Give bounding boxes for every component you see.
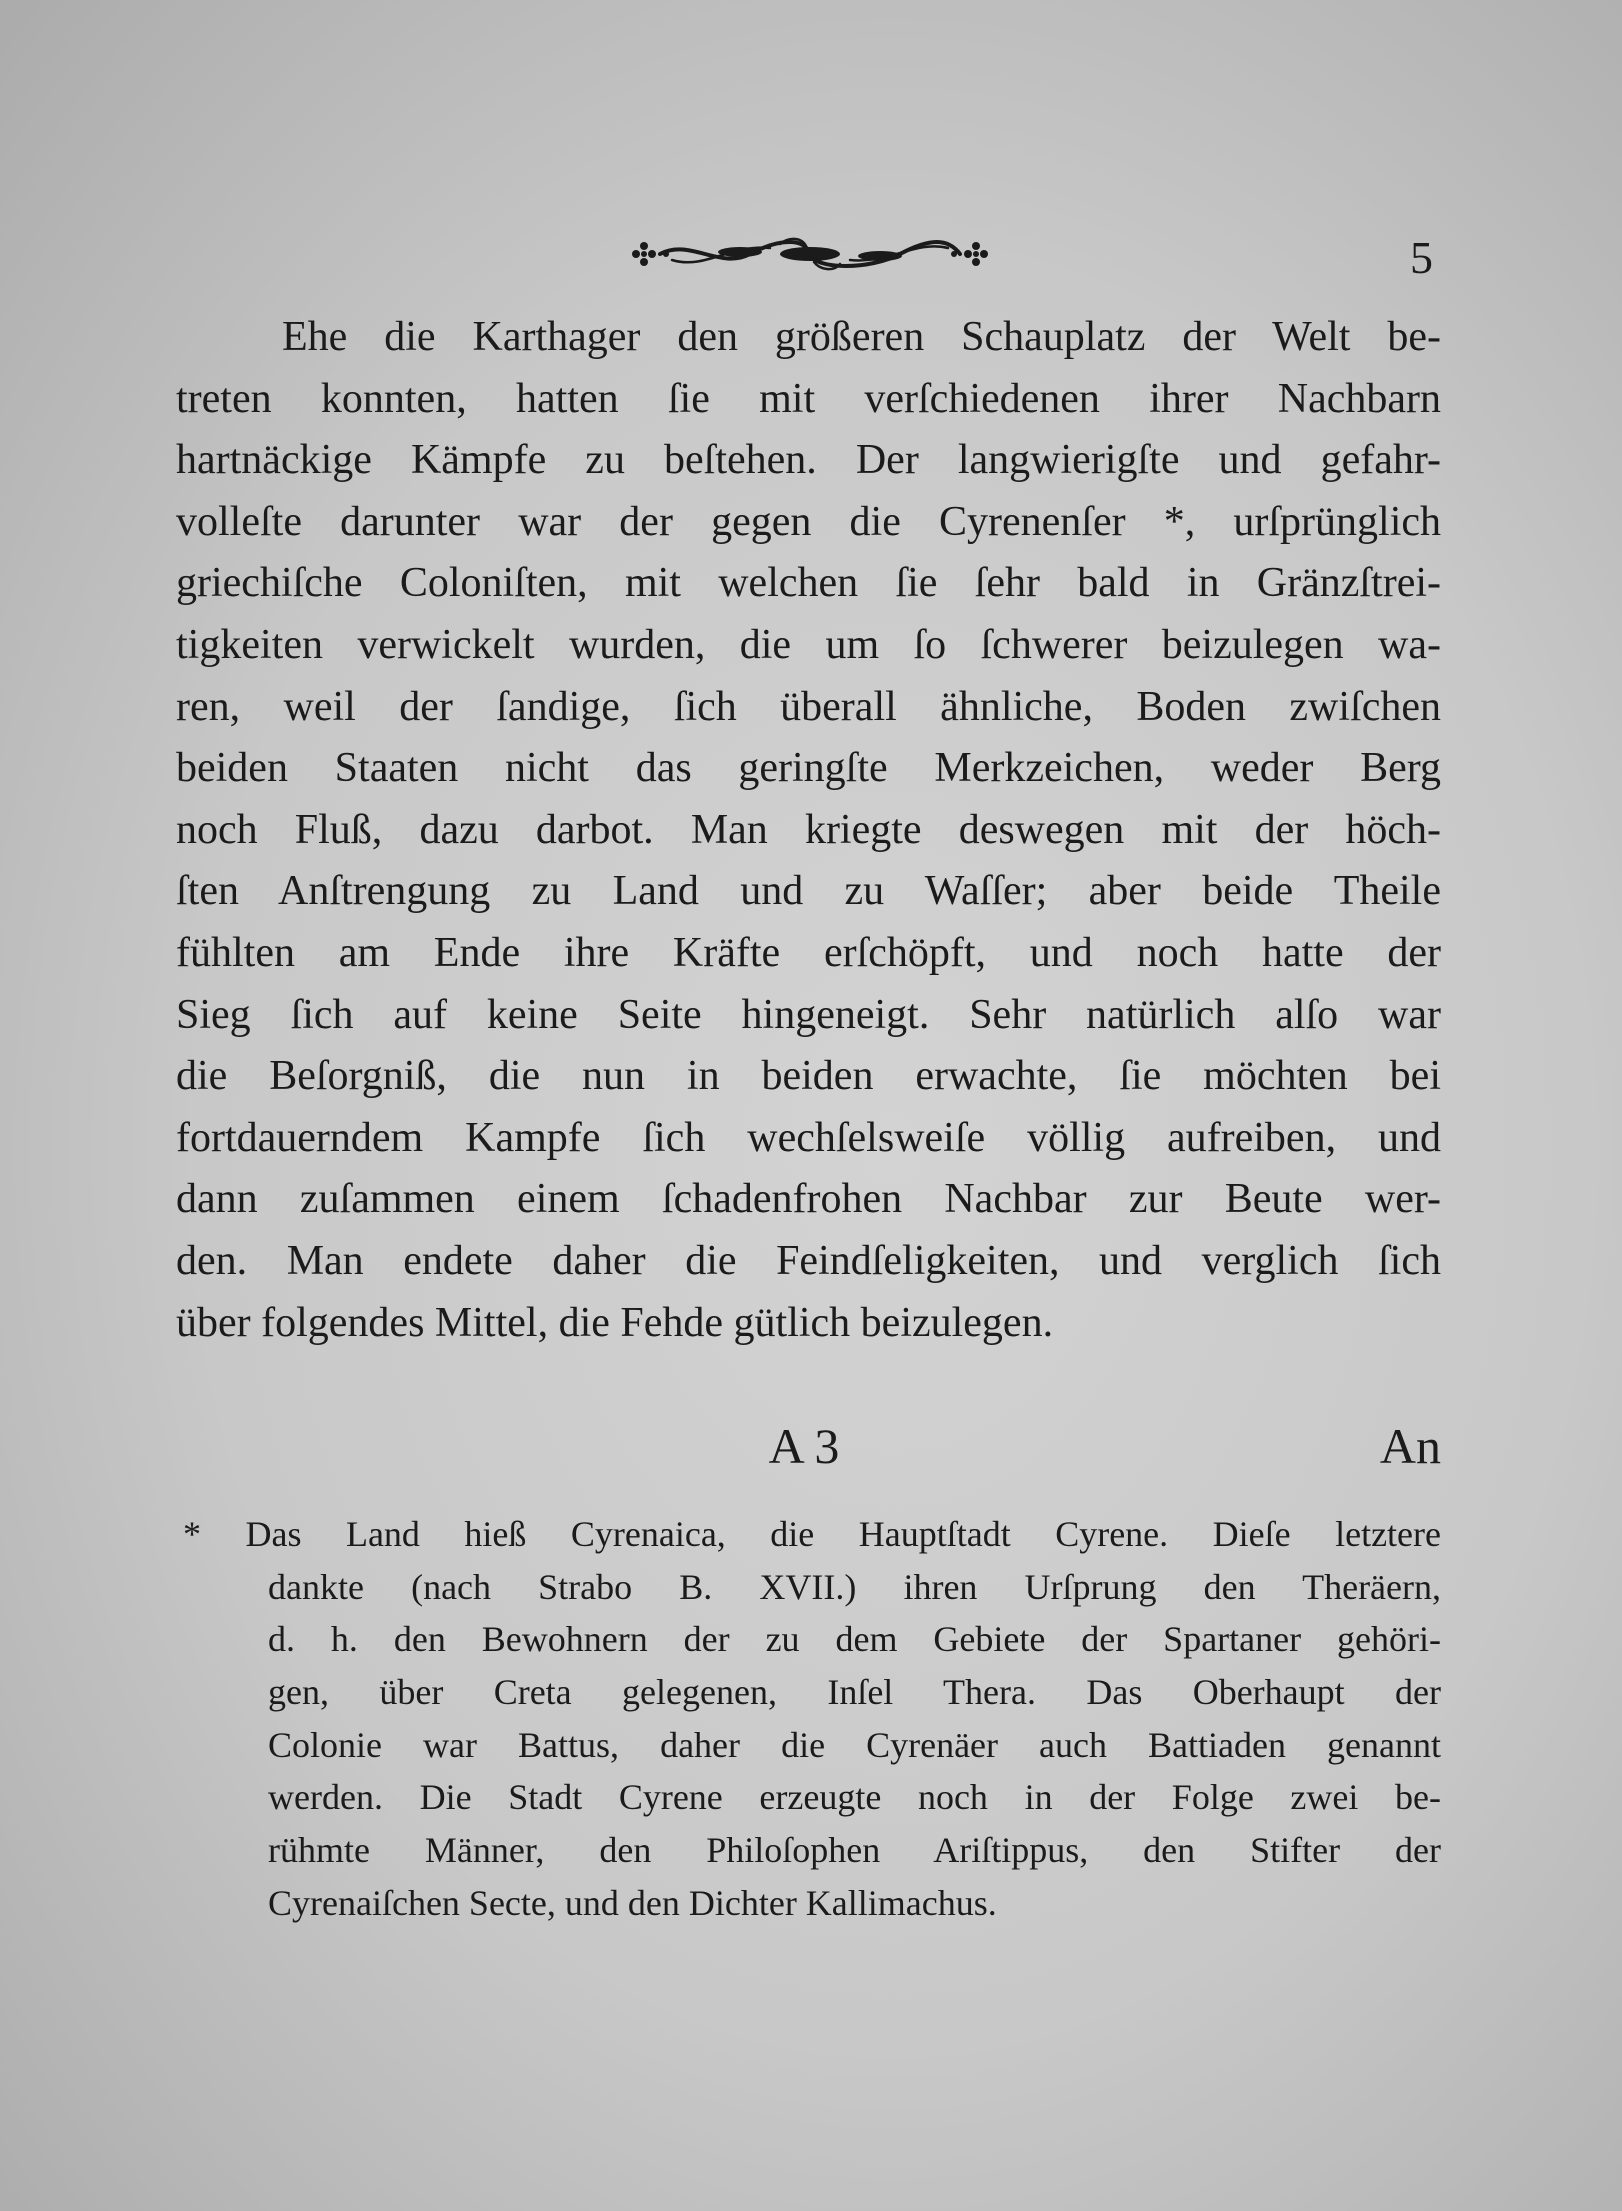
text-line: den. Man endete daher die Feindſeligkeiten, und verglich ſich: [176, 1237, 1441, 1284]
footnote-line: d. h. den Bewohnern der zu dem Gebiete der Spartaner gehöri-: [268, 1619, 1441, 1660]
text-line: ren, weil der ſandige, ſich überall ähnliche, Boden zwiſchen: [176, 683, 1441, 730]
signature-mark: A 3: [768, 1418, 840, 1474]
text-line: griechiſche Coloniſten, mit welchen ſie ſehr bald in Gränzſtrei-: [176, 560, 1441, 607]
text-line: fortdauerndem Kampfe ſich wechſelsweiſe völlig aufreiben, und: [176, 1114, 1441, 1161]
text-line: hartnäckige Kämpfe zu beſtehen. Der langwierigſte und gefahr-: [176, 437, 1441, 484]
text-line: Ehe die Karthager den größeren Schauplatz der Welt be-: [282, 314, 1441, 360]
footnote-line: Cyrenaiſchen Secte, und den Dichter Kallimachus.: [268, 1882, 997, 1923]
main-text: [176, 307, 1441, 1354]
catchword: An: [1379, 1418, 1441, 1474]
text-line: dann zuſammen einem ſchadenfrohen Nachbar zur Beute wer-: [176, 1176, 1441, 1223]
text-line: über folgendes Mittel, die Fehde gütlich beizulegen.: [176, 1299, 1054, 1346]
footnote-line: werden. Die Stadt Cyrene erzeugte noch in der Folge zwei be-: [268, 1777, 1441, 1818]
footnote-line: gen, über Creta gelegenen, Inſel Thera. Das Oberhaupt der: [268, 1672, 1441, 1713]
text-line: tigkeiten verwickelt wurden, die um ſo ſchwerer beizulegen wa-: [176, 621, 1441, 668]
text-line: die Beſorgniß, die nun in beiden erwachte, ſie möchten bei: [176, 1053, 1441, 1100]
page-number: 5: [1410, 232, 1433, 283]
footnote: [183, 1508, 1441, 1930]
footnote-line: Colonie war Battus, daher die Cyrenäer auch Battiaden genannt: [268, 1724, 1441, 1765]
text-line: ſten Anſtrengung zu Land und zu Waſſer; aber beide Theile: [176, 868, 1441, 915]
text-line: beiden Staaten nicht das geringſte Merkzeichen, weder Berg: [176, 745, 1441, 792]
text-line: treten konnten, hatten ſie mit verſchiedenen ihrer Nachbarn: [176, 375, 1441, 422]
text-line: Sieg ſich auf keine Seite hingeneigt. Sehr natürlich alſo war: [176, 991, 1441, 1038]
text-line: noch Fluß, dazu darbot. Man kriegte deswegen mit der höch-: [176, 806, 1441, 853]
footnote-line: dankte (nach Strabo B. XVII.) ihren Urſprung den Theräern,: [268, 1566, 1441, 1607]
footnote-line: * Das Land hieß Cyrenaica, die Hauptſtadt Cyrene. Dieſe letztere: [183, 1514, 1441, 1554]
ornament-icon: [630, 226, 990, 282]
footnote-line: rühmte Männer, den Philoſophen Ariſtippus, den Stifter der: [268, 1830, 1441, 1871]
text-line: fühlten am Ende ihre Kräfte erſchöpft, und noch hatte der: [176, 929, 1441, 976]
text-line: volleſte darunter war der gegen die Cyrenenſer *, urſprünglich: [176, 498, 1441, 545]
